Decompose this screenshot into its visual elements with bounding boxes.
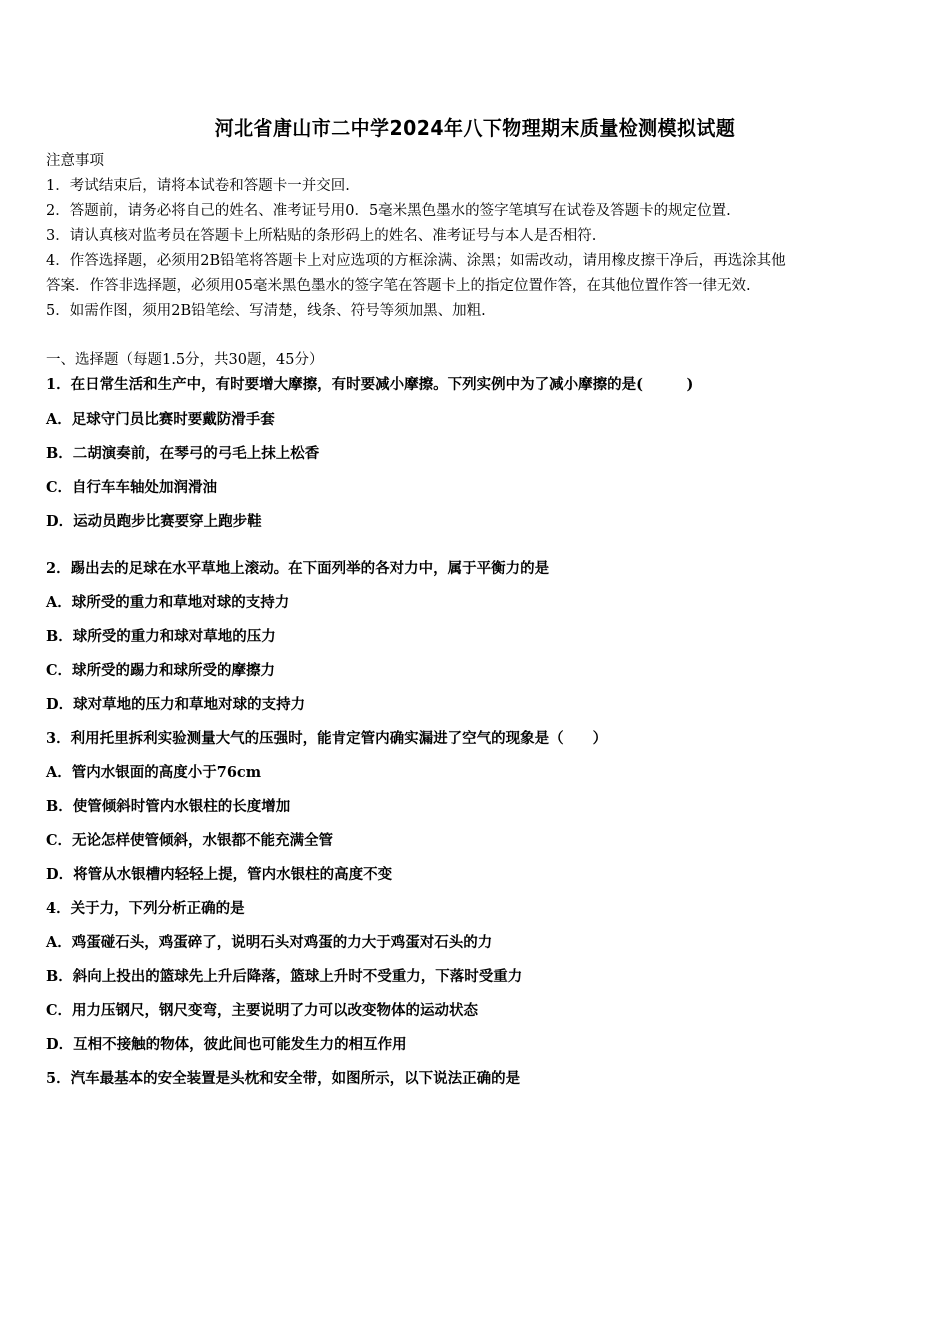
notice-item: 5．如需作图，须用2B铅笔绘、写清楚，线条、符号等须加黑、加粗. — [46, 303, 486, 319]
question-3-stem: 3．利用托里拆利实验测量大气的压强时，能肯定管内确实漏进了空气的现象是（ ） — [46, 730, 608, 747]
notice-heading: 注意事项 — [46, 153, 104, 169]
notice-item: 4．作答选择题，必须用2B铅笔将答题卡上对应选项的方框涂满、涂黑；如需改动，请用橡皮擦干净后，再选涂其他 — [46, 253, 786, 269]
question-4-option-d: D．互相不接触的物体，彼此间也可能发生力的相互作用 — [46, 1036, 407, 1053]
question-1-option-d: D．运动员跑步比赛要穿上跑步鞋 — [46, 513, 262, 530]
question-3-option-d: D．将管从水银槽内轻轻上提，管内水银柱的高度不变 — [46, 866, 393, 883]
question-4-option-b: B．斜向上投出的篮球先上升后降落，篮球上升时不受重力，下落时受重力 — [46, 968, 523, 985]
question-2-stem: 2．踢出去的足球在水平草地上滚动。在下面列举的各对力中，属于平衡力的是 — [46, 560, 550, 577]
notice-item: 1．考试结束后，请将本试卷和答题卡一并交回. — [46, 178, 350, 194]
question-4-option-c: C．用力压钢尺，钢尺变弯，主要说明了力可以改变物体的运动状态 — [46, 1002, 479, 1019]
question-4-option-a: A．鸡蛋碰石头，鸡蛋碎了，说明石头对鸡蛋的力大于鸡蛋对石头的力 — [46, 934, 493, 951]
notice-item: 3．请认真核对监考员在答题卡上所粘贴的条形码上的姓名、准考证号与本人是否相符. — [46, 228, 597, 244]
exam-title: 河北省唐山市二中学2024年八下物理期末质量检测模拟试题 — [214, 116, 736, 140]
question-1-option-b: B．二胡演奏前，在琴弓的弓毛上抹上松香 — [46, 445, 320, 462]
question-3-option-b: B．使管倾斜时管内水银柱的长度增加 — [46, 798, 291, 815]
notice-item-continued: 答案．作答非选择题，必须用05毫米黑色墨水的签字笔在答题卡上的指定位置作答，在其他位置作答一律无效. — [46, 278, 751, 294]
question-2-option-c: C．球所受的踢力和球所受的摩擦力 — [46, 662, 276, 679]
question-2-option-b: B．球所受的重力和球对草地的压力 — [46, 628, 276, 645]
section-heading: 一、选择题（每题1.5分，共30题，45分） — [46, 352, 324, 368]
question-1-stem: 1．在日常生活和生产中，有时要增大摩擦，有时要减小摩擦。下列实例中为了减小摩擦的是( ) — [46, 376, 694, 393]
question-5-stem: 5．汽车最基本的安全装置是头枕和安全带，如图所示，以下说法正确的是 — [46, 1070, 521, 1087]
question-4-stem: 4．关于力，下列分析正确的是 — [46, 900, 245, 917]
question-2-option-d: D．球对草地的压力和草地对球的支持力 — [46, 696, 306, 713]
question-3-option-c: C．无论怎样使管倾斜，水银都不能充满全管 — [46, 832, 334, 849]
question-1-option-c: C．自行车车轴处加润滑油 — [46, 479, 218, 496]
notice-item: 2．答题前，请务必将自己的姓名、准考证号用0．5毫米黑色墨水的签字笔填写在试卷及答题卡的规定位置. — [46, 203, 731, 219]
question-1-option-a: A．足球守门员比赛时要戴防滑手套 — [46, 411, 275, 428]
question-2-option-a: A．球所受的重力和草地对球的支持力 — [46, 594, 290, 611]
question-3-option-a: A．管内水银面的高度小于76cm — [46, 764, 262, 781]
